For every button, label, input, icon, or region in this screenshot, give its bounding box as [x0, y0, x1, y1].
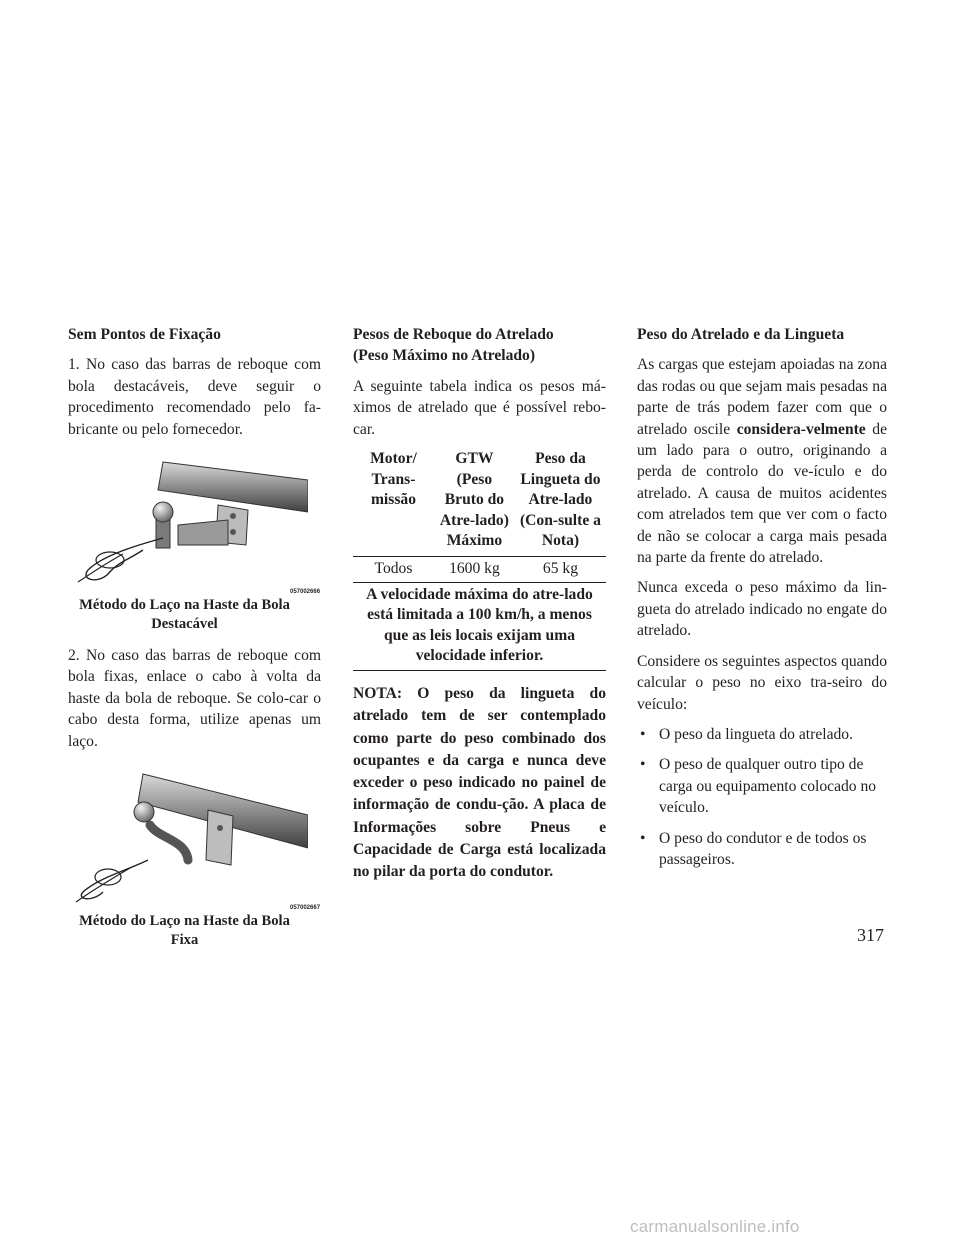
caption-line-2: Destacável — [151, 616, 218, 633]
watermark: carmanualsonline.info — [630, 1217, 800, 1236]
detachable-tow-ball-illustration — [68, 450, 308, 592]
figure-code: 057002667 — [290, 905, 321, 912]
figure-fixed-ball — [68, 770, 321, 912]
table-cell: 65 kg — [542, 560, 578, 577]
table-header: Peso da Lingueta do Atre-lado (Con-sulte a Nota) — [515, 449, 606, 556]
section-heading-no-anchor: Sem Pontos de Fixação — [68, 326, 221, 343]
towing-weights-table — [353, 449, 606, 671]
table-cell: 1600 kg — [449, 560, 500, 577]
caption-line-1: Método do Laço na Haste da Bola — [79, 597, 290, 614]
table-note: A velocidade máxima do atre-lado está limitada a 100 km/h, a menos que as leis locais exijam uma velocidade inferior. — [353, 582, 606, 670]
paragraph-rear-axle: Considere os seguintes aspectos quando calcular o peso no eixo tra-seiro do veículo: — [637, 652, 887, 713]
column-3 — [637, 324, 887, 879]
list-item: • O peso de qualquer outro tipo de carga ou equipamento colocado no veículo. — [637, 754, 887, 818]
heading-line-2: (Peso Máximo no Atrelado) — [353, 347, 536, 365]
column-1 — [68, 324, 321, 961]
table-header: GTW (Peso Bruto do Atre-lado) Máximo — [434, 449, 515, 556]
figure-code: 057002666 — [290, 589, 321, 596]
paragraph-max-tongue: Nunca exceda o peso máximo da lin-gueta do atrelado indicado no engate do atrelado. — [637, 579, 887, 640]
text-span: As cargas que estejam apoiadas na zona das rodas ou que sejam mais pesadas na parte de trás podem fazer com que o atrelado oscile — [637, 356, 887, 438]
figure-detachable-ball — [68, 450, 321, 596]
table-header-row — [353, 449, 606, 556]
figure-caption-fixed — [68, 912, 321, 950]
paragraph-detachable-ball: 1. No caso das barras de reboque com bola destacáveis, deve seguir o procedimento recomendado pelo fa-bricante ou pelo fornecedor. — [68, 356, 321, 438]
note-tongue-weight: NOTA: O peso da lingueta do atrelado tem de ser contemplado como parte do peso combinado dos ocupantes e da carga e nunca deve exceder o peso indicado no painel de informação de condu-ção. A placa de Informações sobre Pneus e Capacidade de Carga está localizada no pilar da porta do condutor. — [353, 684, 606, 881]
paragraph-table-intro: A seguinte tabela indica os pesos má-ximos de atrelado que é possível rebo-car. — [353, 377, 606, 438]
table-cell: Todos — [374, 560, 413, 577]
paragraph-sway-warning — [637, 354, 887, 568]
fixed-tow-ball-illustration — [68, 770, 308, 908]
table-row — [353, 557, 606, 583]
paragraph-fixed-ball: 2. No caso das barras de reboque com bola fixas, enlace o cabo à volta da haste da bola de reboque. Se colo-car o cabo desta forma, utilize apenas um laço. — [68, 647, 321, 750]
page-number: 317 — [857, 925, 884, 945]
bullet-list — [637, 724, 887, 870]
table-note-row — [353, 582, 606, 670]
emphasis-text: considera-velmente — [736, 420, 866, 438]
caption-line-1: Método do Laço na Haste da Bola — [79, 913, 290, 930]
section-heading-trailer-tongue: Peso do Atrelado e da Lingueta — [637, 326, 845, 343]
column-2 — [353, 324, 606, 893]
list-item: • O peso da lingueta do atrelado. — [637, 724, 887, 745]
caption-line-2: Fixa — [170, 932, 199, 949]
table-header: Motor/ Trans-missão — [353, 449, 434, 556]
figure-caption-detachable — [68, 596, 321, 634]
text-span: de um lado para o outro, originando a perda de controlo do ve-ículo e do atrelado. A causa de muitos acidentes com atrelados tem que ver com o facto de não se colocar a carga mais pesada na parte da frente do atrelado. — [637, 420, 887, 567]
list-item: • O peso do condutor e de todos os passageiros. — [637, 828, 887, 871]
heading-line-1: Pesos de Reboque do Atrelado — [353, 326, 554, 343]
section-heading-towing-weights — [353, 324, 606, 367]
